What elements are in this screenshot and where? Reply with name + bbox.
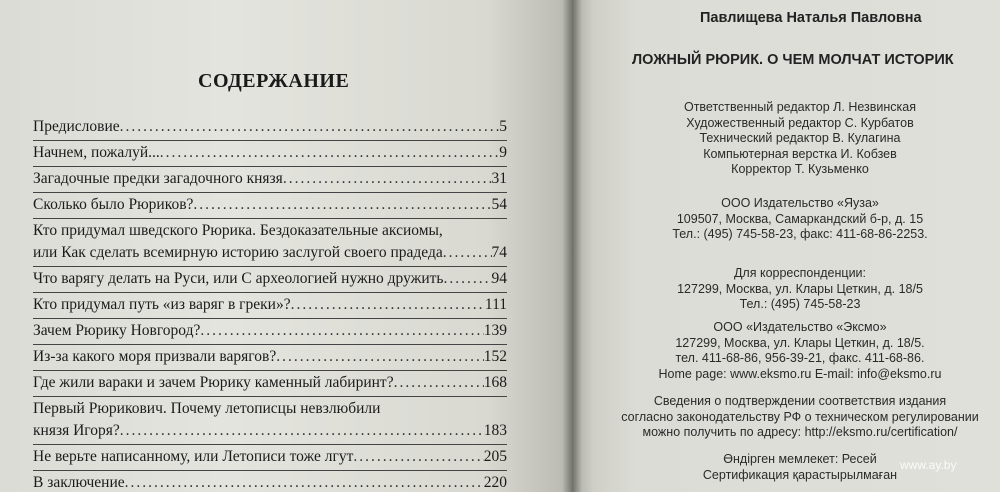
toc-entry-text: или Как сделать всемирную историю заслугой своего прадеда [33, 244, 443, 261]
toc-page-number: 152 [483, 348, 507, 365]
toc-divider [33, 444, 507, 445]
toc-entry-row [33, 242, 507, 264]
toc-divider [33, 192, 507, 193]
toc-leader-dots [353, 446, 483, 468]
imprint-line: 127299, Москва, ул. Клары Цеткин, д. 18/5. [675, 335, 925, 350]
imprint-line: Корректор Т. Кузьменко [731, 162, 869, 176]
toc-divider [33, 396, 507, 397]
toc-page-number: 5 [499, 118, 507, 135]
imprint-line: Художественный редактор С. Курбатов [686, 115, 914, 130]
imprint-line: Технический редактор В. Кулагина [699, 131, 901, 145]
table-of-contents [33, 116, 507, 492]
toc-page-number: 54 [491, 196, 507, 213]
toc-entry [33, 372, 507, 397]
toc-entry-row [33, 446, 507, 468]
toc-entry [33, 116, 507, 141]
toc-leader-dots [394, 372, 484, 394]
imprint-line: 109507, Москва, Самаркандский б-р, д. 15 [676, 211, 924, 226]
toc-entry [33, 320, 507, 345]
toc-entry [33, 194, 507, 219]
certification-block [600, 394, 1000, 441]
imprint-line: Home page: www.eksmo.ru E-mail: info@eksmo.ru [658, 366, 942, 381]
toc-entry-text: Зачем Рюрику Новгород? [33, 322, 201, 339]
toc-entry [33, 142, 507, 167]
imprint-line: Сертификация қарастырылмаған [702, 467, 898, 482]
toc-entry-text: Что варягу делать на Руси, или С археологией нужно дружить [33, 270, 444, 287]
toc-entry [33, 268, 507, 293]
toc-page-number: 183 [483, 422, 507, 439]
toc-entry-text: Из-за какого моря призвали варягов? [33, 348, 277, 365]
toc-page-number: 94 [491, 270, 507, 287]
imprint-line: ООО Издательство «Яуза» [721, 196, 879, 210]
toc-entry-row [33, 116, 507, 138]
toc-entry-text: Загадочные предки загадочного князя [33, 170, 283, 187]
toc-entry [33, 446, 507, 471]
toc-entry [33, 472, 507, 492]
toc-entry-text: Не верьте написанному, или Летописи тоже лгут [33, 448, 354, 465]
imprint-line: Ответственный редактор Л. Незвинская [683, 100, 916, 114]
toc-entry-row [33, 472, 507, 492]
toc-leader-dots [120, 420, 484, 442]
toc-entry-text: Предисловие [33, 118, 120, 135]
toc-entry-text: Начнем, пожалуй... [33, 144, 160, 161]
imprint-line: можно получить по адресу: http://eksmo.ru/certification/ [642, 425, 958, 439]
toc-divider [33, 344, 507, 345]
imprint-line: Тел.: (495) 745-58-23, факс: 411-68-86-2253. [672, 227, 928, 241]
toc-leader-dots [291, 294, 485, 316]
contents-heading: СОДЕРЖАНИЕ [198, 70, 350, 92]
toc-leader-dots [443, 268, 491, 290]
toc-entry-text: Сколько было Рюриков? [33, 196, 194, 213]
imprint-line: согласно законодательству РФ о техническом регулировании [621, 409, 979, 424]
toc-leader-dots [443, 242, 492, 264]
toc-leader-dots [276, 346, 484, 368]
toc-leader-dots [193, 194, 491, 216]
toc-entry-row [33, 142, 507, 164]
toc-divider [33, 140, 507, 141]
toc-entry [33, 346, 507, 371]
toc-divider [33, 370, 507, 371]
book-title: ЛОЖНЫЙ РЮРИК. О ЧЕМ МОЛЧАТ ИСТОРИК [632, 52, 954, 68]
toc-page-number: 74 [491, 244, 507, 261]
toc-page-number: 220 [483, 474, 507, 491]
toc-entry-text: Где жили вараки и зачем Рюрику каменный лабиринт? [33, 374, 394, 391]
toc-entry [33, 168, 507, 193]
toc-leader-dots [283, 168, 492, 190]
toc-entry-row [33, 420, 507, 442]
toc-entry-row [33, 194, 507, 216]
toc-page-number: 139 [483, 322, 507, 339]
toc-leader-dots [125, 472, 484, 492]
imprint-line: Для корреспонденции: [733, 266, 867, 280]
imprint-line: тел. 411-68-86, 956-39-21, факс. 411-68-86. [675, 351, 925, 365]
publisher-yauza-block [600, 196, 1000, 243]
toc-page-number: 205 [483, 448, 507, 465]
publisher-eksmo-block [600, 320, 1000, 382]
toc-entry [33, 398, 507, 445]
toc-entry-row [33, 268, 507, 290]
toc-entry-text: Кто придумал шведского Рюрика. Бездоказательные аксиомы, [33, 222, 443, 239]
toc-leader-dots [120, 116, 500, 138]
toc-entry-row [33, 346, 507, 368]
toc-entry-text: В заключение [33, 474, 125, 491]
imprint-line: Сведения о подтверждении соответствия издания [653, 394, 947, 408]
toc-divider [33, 266, 507, 267]
toc-page-number: 111 [484, 296, 507, 313]
toc-entry-row [33, 372, 507, 394]
toc-divider [33, 218, 507, 219]
imprint-line: ООО «Издательство «Эксмо» [713, 320, 887, 334]
toc-entry-row [33, 294, 507, 316]
imprint-line: Өндірген мемлекет: Ресей [723, 452, 877, 466]
credits-block [600, 100, 1000, 178]
toc-divider [33, 470, 507, 471]
imprint-line: Компьютерная верстка И. Кобзев [703, 146, 897, 161]
toc-entry [33, 220, 507, 267]
toc-leader-dots [160, 142, 499, 164]
toc-entry-row [33, 168, 507, 190]
toc-page-number: 9 [499, 144, 507, 161]
book-gutter [562, 0, 582, 492]
correspondence-block [600, 266, 1000, 313]
imprint-line: 127299, Москва, ул. Клары Цеткин, д. 18/5 [677, 281, 923, 296]
toc-entry-text: князя Игоря? [33, 422, 120, 439]
toc-entry-text: Кто придумал путь «из варяг в греки»? [33, 296, 291, 313]
toc-entry-row [33, 320, 507, 342]
toc-entry [33, 294, 507, 319]
toc-divider [33, 318, 507, 319]
toc-page-number: 168 [483, 374, 507, 391]
author-name: Павлищева Наталья Павловна [700, 10, 922, 26]
watermark: www.ay.by [900, 458, 957, 472]
toc-page-number: 31 [491, 170, 507, 187]
imprint-line: Тел.: (495) 745-58-23 [739, 297, 861, 311]
toc-divider [33, 292, 507, 293]
toc-divider [33, 166, 507, 167]
toc-leader-dots [200, 320, 483, 342]
toc-entry-text: Первый Рюрикович. Почему летописцы невзлюбили [33, 400, 381, 417]
